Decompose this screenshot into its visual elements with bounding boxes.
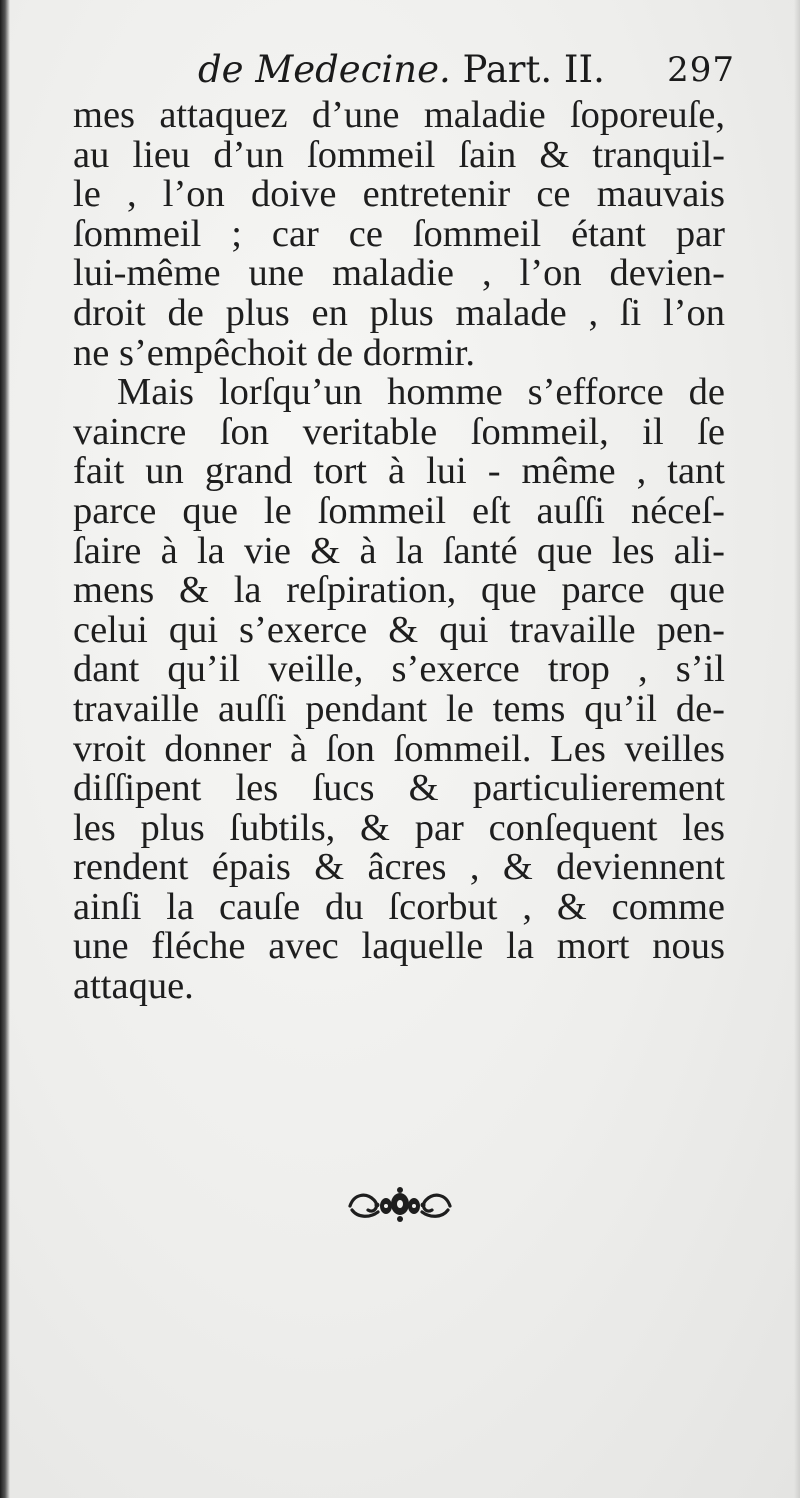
text-line: ainſi la cauſe du ſcorbut , & comme <box>73 885 725 928</box>
body-text <box>73 96 725 1007</box>
text-line: au lieu d’un ſommeil ſain & tranquil- <box>73 133 725 176</box>
text-line: attaque. <box>73 965 194 1008</box>
text-line: Mais lorſqu’un homme s’efforce de <box>117 371 725 414</box>
text-line: ne s’empêchoit de dormir. <box>73 331 475 374</box>
text-line: les plus ſubtils, & par conſequent les <box>73 806 725 849</box>
text-line: diſſipent les ſucs & particulierement <box>73 767 725 810</box>
fleuron-svg <box>344 1184 456 1226</box>
text-line: vroit donner à ſon ſommeil. Les veilles <box>73 727 725 770</box>
page-number: 297 <box>667 50 735 90</box>
text-line: travaille auſſi pendant le tems qu’il de- <box>73 687 725 730</box>
text-line: droit de plus en plus malade , ſi l’on <box>73 291 725 334</box>
running-title-italic: de Medecine. <box>198 48 451 91</box>
text-line: une fléche avec laquelle la mort nous <box>73 925 725 968</box>
text-line: lui-même une maladie , l’on devien- <box>73 252 725 295</box>
text-line: rendent épais & âcres , & deviennent <box>73 846 725 889</box>
running-title-roman: Part. II. <box>450 48 605 91</box>
page-edge <box>794 0 800 1498</box>
paragraph-1 <box>73 96 725 373</box>
text-line: vaincre ſon veritable ſommeil, il ſe <box>73 410 725 453</box>
text-line: ſaire à la vie & à la ſanté que les ali- <box>73 529 725 572</box>
text-line: parce que le ſommeil eſt auſſi néceſ- <box>73 489 725 532</box>
text-line: dant qu’il veille, s’exerce trop , s’il <box>73 648 725 691</box>
text-line: ſommeil ; car ce ſommeil étant par <box>73 212 725 255</box>
printers-fleuron-icon <box>344 1184 456 1226</box>
paragraph-2 <box>73 373 725 1007</box>
text-line: celui qui s’exerce & qui travaille pen- <box>73 608 725 651</box>
page-header <box>70 46 735 96</box>
text-line: mes attaquez d’une maladie ſoporeuſe, <box>73 94 725 136</box>
text-line: fait un grand tort à lui - même , tant <box>73 450 725 493</box>
text-line: le , l’on doive entretenir ce mauvais <box>73 173 725 216</box>
binding-shadow <box>0 0 10 1498</box>
text-line: mens & la reſpiration, que parce que <box>73 569 725 612</box>
running-title <box>198 48 605 91</box>
